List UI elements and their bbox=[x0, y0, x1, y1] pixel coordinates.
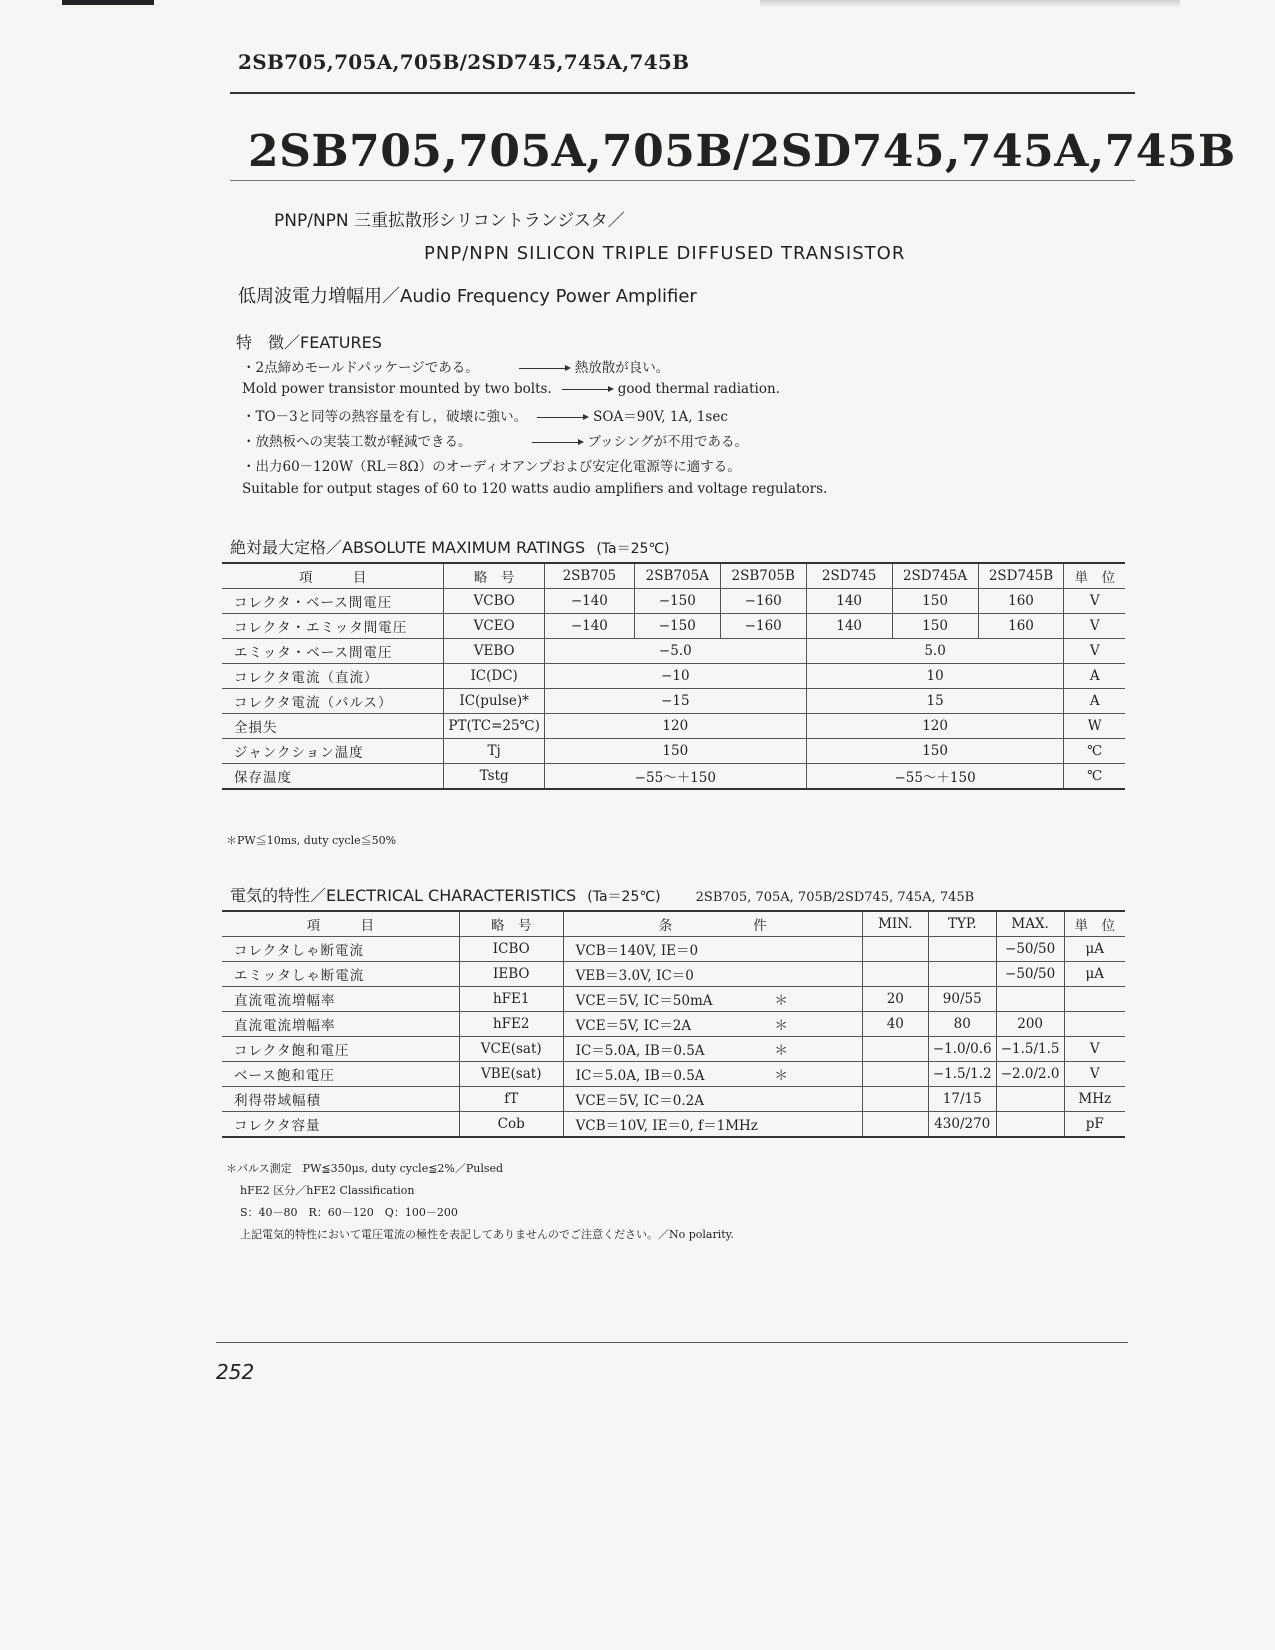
condition-text: IC＝5.0A, IB＝0.5A bbox=[575, 1068, 705, 1084]
item-cell: ジャンクション温度 bbox=[222, 739, 444, 764]
running-header: 2SB705,705A,705B/2SD745,745A,745B bbox=[238, 50, 690, 74]
value-cell: 150 bbox=[892, 614, 978, 639]
table-row bbox=[222, 614, 1125, 639]
table-row bbox=[222, 987, 1125, 1012]
scan-smudge bbox=[760, 0, 1180, 8]
table-row bbox=[222, 1062, 1125, 1087]
header-cell: 2SB705 bbox=[544, 563, 634, 589]
header-cell: 項 目 bbox=[222, 563, 444, 589]
feature-line: ・出力60－120W（RL＝8Ω）のオーディオアンプおよび安定化電源等に適する。 bbox=[242, 459, 741, 475]
application: 低周波電力増幅用／Audio Frequency Power Amplifier bbox=[238, 286, 697, 307]
min-cell bbox=[862, 1112, 928, 1138]
header-cell: 2SD745B bbox=[978, 563, 1064, 589]
feature-result: ブッシングが不用である。 bbox=[587, 434, 748, 450]
item-cell: 保存温度 bbox=[222, 764, 444, 790]
max-cell: −50/50 bbox=[996, 937, 1064, 962]
pnp-value-cell: 150 bbox=[544, 739, 806, 764]
header-cell: 略 号 bbox=[459, 911, 563, 937]
header-cell: MIN. bbox=[862, 911, 928, 937]
symbol-cell: IC(pulse)* bbox=[444, 689, 545, 714]
unit-cell: μA bbox=[1064, 962, 1125, 987]
condition-cell bbox=[563, 1112, 862, 1138]
pulse-mark: ＊ bbox=[774, 993, 788, 1009]
symbol-cell: ICBO bbox=[459, 937, 563, 962]
feature-text: ・TO－3と同等の熱容量を有し，破壊に強い。 bbox=[242, 409, 528, 425]
min-cell bbox=[862, 1062, 928, 1087]
unit-cell: pF bbox=[1064, 1112, 1125, 1138]
footer-rule bbox=[216, 1342, 1128, 1343]
unit-cell: V bbox=[1064, 1037, 1125, 1062]
condition-text: IC＝5.0A, IB＝0.5A bbox=[575, 1043, 705, 1059]
min-cell bbox=[862, 962, 928, 987]
table-row bbox=[222, 1112, 1125, 1138]
table-header-row bbox=[222, 563, 1125, 589]
unit-cell bbox=[1064, 987, 1125, 1012]
amr-condition: (Ta＝25℃) bbox=[596, 541, 670, 557]
value-cell: −140 bbox=[544, 614, 634, 639]
arrow-icon bbox=[562, 389, 612, 390]
ec-heading-text: 電気的特性／ELECTRICAL CHARACTERISTICS bbox=[230, 886, 577, 905]
condition-cell bbox=[563, 1037, 862, 1062]
npn-value-cell: 150 bbox=[806, 739, 1064, 764]
ec-note-ranks: S：40－80 R：60－120 Q：100－200 bbox=[240, 1206, 458, 1219]
symbol-cell: hFE2 bbox=[459, 1012, 563, 1037]
condition-text: VCB＝140V, IE＝0 bbox=[575, 943, 699, 959]
header-cell: MAX. bbox=[996, 911, 1064, 937]
value-cell: −160 bbox=[720, 589, 806, 614]
symbol-cell: VCE(sat) bbox=[459, 1037, 563, 1062]
ec-note-pulsed: ＊パルス測定 PW≦350μs, duty cycle≦2%／Pulsed bbox=[226, 1162, 504, 1175]
feature-result: 熱放散が良い。 bbox=[574, 360, 670, 376]
feature-line: Suitable for output stages of 60 to 120 watts audio amplifiers and voltage regulators. bbox=[242, 481, 828, 497]
condition-text: VCE＝5V, IC＝50mA bbox=[575, 993, 713, 1009]
symbol-cell: PT(TC=25℃) bbox=[444, 714, 545, 739]
npn-value-cell: 120 bbox=[806, 714, 1064, 739]
feature-line bbox=[242, 381, 780, 397]
feature-text: ・放熱板への実装工数が軽減できる。 bbox=[242, 434, 472, 450]
pulse-mark: ＊ bbox=[774, 1068, 788, 1084]
symbol-cell: VCBO bbox=[444, 589, 545, 614]
typ-cell: −1.0/0.6 bbox=[928, 1037, 996, 1062]
pnp-value-cell: −15 bbox=[544, 689, 806, 714]
arrow-icon bbox=[532, 442, 582, 443]
table-header-row bbox=[222, 911, 1125, 937]
ec-condition: (Ta＝25℃) bbox=[587, 889, 661, 905]
unit-cell: V bbox=[1064, 589, 1125, 614]
symbol-cell: hFE1 bbox=[459, 987, 563, 1012]
condition-cell bbox=[563, 987, 862, 1012]
max-cell: −1.5/1.5 bbox=[996, 1037, 1064, 1062]
pnp-value-cell: 120 bbox=[544, 714, 806, 739]
value-cell: 140 bbox=[806, 589, 892, 614]
max-cell: 200 bbox=[996, 1012, 1064, 1037]
feature-result: good thermal radiation. bbox=[617, 381, 780, 397]
item-cell: コレクタしゃ断電流 bbox=[222, 937, 459, 962]
max-cell: −2.0/2.0 bbox=[996, 1062, 1064, 1087]
ec-note-classification: hFE2 区分／hFE2 Classification bbox=[240, 1184, 415, 1197]
unit-cell: μA bbox=[1064, 937, 1125, 962]
features-heading: 特 徴／FEATURES bbox=[236, 333, 382, 352]
npn-value-cell: 15 bbox=[806, 689, 1064, 714]
unit-cell: MHz bbox=[1064, 1087, 1125, 1112]
feature-line bbox=[242, 356, 669, 376]
item-cell: コレクタ・ベース間電圧 bbox=[222, 589, 444, 614]
npn-value-cell: −55～＋150 bbox=[806, 764, 1064, 790]
typ-cell: 430/270 bbox=[928, 1112, 996, 1138]
scan-corner-mark bbox=[62, 0, 154, 5]
title-rule bbox=[230, 180, 1135, 181]
pnp-value-cell: −5.0 bbox=[544, 639, 806, 664]
table-row bbox=[222, 1012, 1125, 1037]
value-cell: 140 bbox=[806, 614, 892, 639]
value-cell: −160 bbox=[720, 614, 806, 639]
value-cell: 160 bbox=[978, 589, 1064, 614]
header-rule bbox=[230, 92, 1135, 94]
condition-cell bbox=[563, 937, 862, 962]
table-row bbox=[222, 664, 1125, 689]
amr-footnote: ＊PW≦10ms, duty cycle≦50% bbox=[226, 834, 397, 847]
amr-heading-text: 絶対最大定格／ABSOLUTE MAXIMUM RATINGS bbox=[230, 538, 586, 557]
condition-text: VCB＝10V, IE＝0, f＝1MHz bbox=[575, 1118, 758, 1134]
pulse-mark: ＊ bbox=[774, 1043, 788, 1059]
symbol-cell: IC(DC) bbox=[444, 664, 545, 689]
symbol-cell: VCEO bbox=[444, 614, 545, 639]
item-cell: 直流電流増幅率 bbox=[222, 987, 459, 1012]
value-cell: −140 bbox=[544, 589, 634, 614]
amr-heading bbox=[230, 535, 670, 558]
feature-result: SOA＝90V, 1A, 1sec bbox=[593, 409, 728, 425]
symbol-cell: Tstg bbox=[444, 764, 545, 790]
pnp-value-cell: −10 bbox=[544, 664, 806, 689]
feature-text: Mold power transistor mounted by two bolts. bbox=[242, 381, 552, 397]
unit-cell: ℃ bbox=[1064, 739, 1125, 764]
table-row bbox=[222, 689, 1125, 714]
max-cell bbox=[996, 1112, 1064, 1138]
condition-cell bbox=[563, 1062, 862, 1087]
header-cell: TYP. bbox=[928, 911, 996, 937]
table-row bbox=[222, 589, 1125, 614]
unit-cell: A bbox=[1064, 664, 1125, 689]
unit-cell: V bbox=[1064, 614, 1125, 639]
ec-part-numbers: 2SB705, 705A, 705B/2SD745, 745A, 745B bbox=[695, 890, 975, 905]
item-cell: 全損失 bbox=[222, 714, 444, 739]
item-cell: エミッタ・ベース間電圧 bbox=[222, 639, 444, 664]
table-row bbox=[222, 962, 1125, 987]
value-cell: 160 bbox=[978, 614, 1064, 639]
condition-text: VCE＝5V, IC＝2A bbox=[575, 1018, 692, 1034]
symbol-cell: VEBO bbox=[444, 639, 545, 664]
table-row bbox=[222, 1037, 1125, 1062]
feature-line bbox=[242, 430, 748, 450]
value-cell: 150 bbox=[892, 589, 978, 614]
page-number: 252 bbox=[216, 1360, 255, 1384]
header-cell: 単 位 bbox=[1064, 563, 1125, 589]
item-cell: 利得帯域幅積 bbox=[222, 1087, 459, 1112]
condition-text: VCE＝5V, IC＝0.2A bbox=[575, 1093, 704, 1109]
header-cell: 2SD745 bbox=[806, 563, 892, 589]
ec-heading bbox=[230, 883, 974, 906]
arrow-icon bbox=[519, 368, 569, 369]
feature-line bbox=[242, 405, 728, 425]
typ-cell: −1.5/1.2 bbox=[928, 1062, 996, 1087]
typ-cell bbox=[928, 962, 996, 987]
pulse-mark: ＊ bbox=[774, 1018, 788, 1034]
header-cell: 略 号 bbox=[444, 563, 545, 589]
typ-cell: 90/55 bbox=[928, 987, 996, 1012]
condition-cell bbox=[563, 1012, 862, 1037]
value-cell: −150 bbox=[634, 589, 720, 614]
symbol-cell: VBE(sat) bbox=[459, 1062, 563, 1087]
min-cell bbox=[862, 937, 928, 962]
feature-text: ・2点締めモールドパッケージである。 bbox=[242, 360, 479, 376]
header-cell: 2SD745A bbox=[892, 563, 978, 589]
table-row bbox=[222, 639, 1125, 664]
table-row bbox=[222, 937, 1125, 962]
symbol-cell: Tj bbox=[444, 739, 545, 764]
unit-cell: ℃ bbox=[1064, 764, 1125, 790]
subtitle-en: PNP/NPN SILICON TRIPLE DIFFUSED TRANSISTOR bbox=[424, 243, 906, 264]
unit-cell: A bbox=[1064, 689, 1125, 714]
item-cell: コレクタ飽和電圧 bbox=[222, 1037, 459, 1062]
ec-table bbox=[222, 910, 1125, 1138]
npn-value-cell: 5.0 bbox=[806, 639, 1064, 664]
header-cell: 2SB705A bbox=[634, 563, 720, 589]
table-row bbox=[222, 1087, 1125, 1112]
unit-cell: V bbox=[1064, 639, 1125, 664]
symbol-cell: IEBO bbox=[459, 962, 563, 987]
item-cell: エミッタしゃ断電流 bbox=[222, 962, 459, 987]
max-cell bbox=[996, 1087, 1064, 1112]
page-title: 2SB705,705A,705B/2SD745,745A,745B bbox=[248, 126, 1236, 177]
min-cell bbox=[862, 1087, 928, 1112]
ec-note-polarity: 上記電気的特性において電圧電流の極性を表記してありませんのでご注意ください。／No polarity. bbox=[240, 1228, 734, 1241]
table-row bbox=[222, 714, 1125, 739]
typ-cell: 17/15 bbox=[928, 1087, 996, 1112]
npn-value-cell: 10 bbox=[806, 664, 1064, 689]
item-cell: ベース飽和電圧 bbox=[222, 1062, 459, 1087]
item-cell: コレクタ容量 bbox=[222, 1112, 459, 1138]
amr-table bbox=[222, 562, 1125, 790]
symbol-cell: fT bbox=[459, 1087, 563, 1112]
subtitle-jp: PNP/NPN 三重拡散形シリコントランジスタ／ bbox=[274, 211, 625, 231]
item-cell: コレクタ電流（直流） bbox=[222, 664, 444, 689]
header-cell: 単 位 bbox=[1064, 911, 1125, 937]
symbol-cell: Cob bbox=[459, 1112, 563, 1138]
header-cell: 2SB705B bbox=[720, 563, 806, 589]
condition-text: VEB＝3.0V, IC＝0 bbox=[575, 968, 694, 984]
unit-cell bbox=[1064, 1012, 1125, 1037]
table-row bbox=[222, 739, 1125, 764]
condition-cell bbox=[563, 1087, 862, 1112]
typ-cell: 80 bbox=[928, 1012, 996, 1037]
unit-cell: W bbox=[1064, 714, 1125, 739]
min-cell bbox=[862, 1037, 928, 1062]
item-cell: コレクタ・エミッタ間電圧 bbox=[222, 614, 444, 639]
pnp-value-cell: −55～＋150 bbox=[544, 764, 806, 790]
typ-cell bbox=[928, 937, 996, 962]
min-cell: 20 bbox=[862, 987, 928, 1012]
table-row bbox=[222, 764, 1125, 790]
unit-cell: V bbox=[1064, 1062, 1125, 1087]
item-cell: 直流電流増幅率 bbox=[222, 1012, 459, 1037]
item-cell: コレクタ電流（パルス） bbox=[222, 689, 444, 714]
max-cell: −50/50 bbox=[996, 962, 1064, 987]
header-cell: 条 件 bbox=[563, 911, 862, 937]
condition-cell bbox=[563, 962, 862, 987]
min-cell: 40 bbox=[862, 1012, 928, 1037]
max-cell bbox=[996, 987, 1064, 1012]
value-cell: −150 bbox=[634, 614, 720, 639]
header-cell: 項 目 bbox=[222, 911, 459, 937]
arrow-icon bbox=[537, 417, 587, 418]
